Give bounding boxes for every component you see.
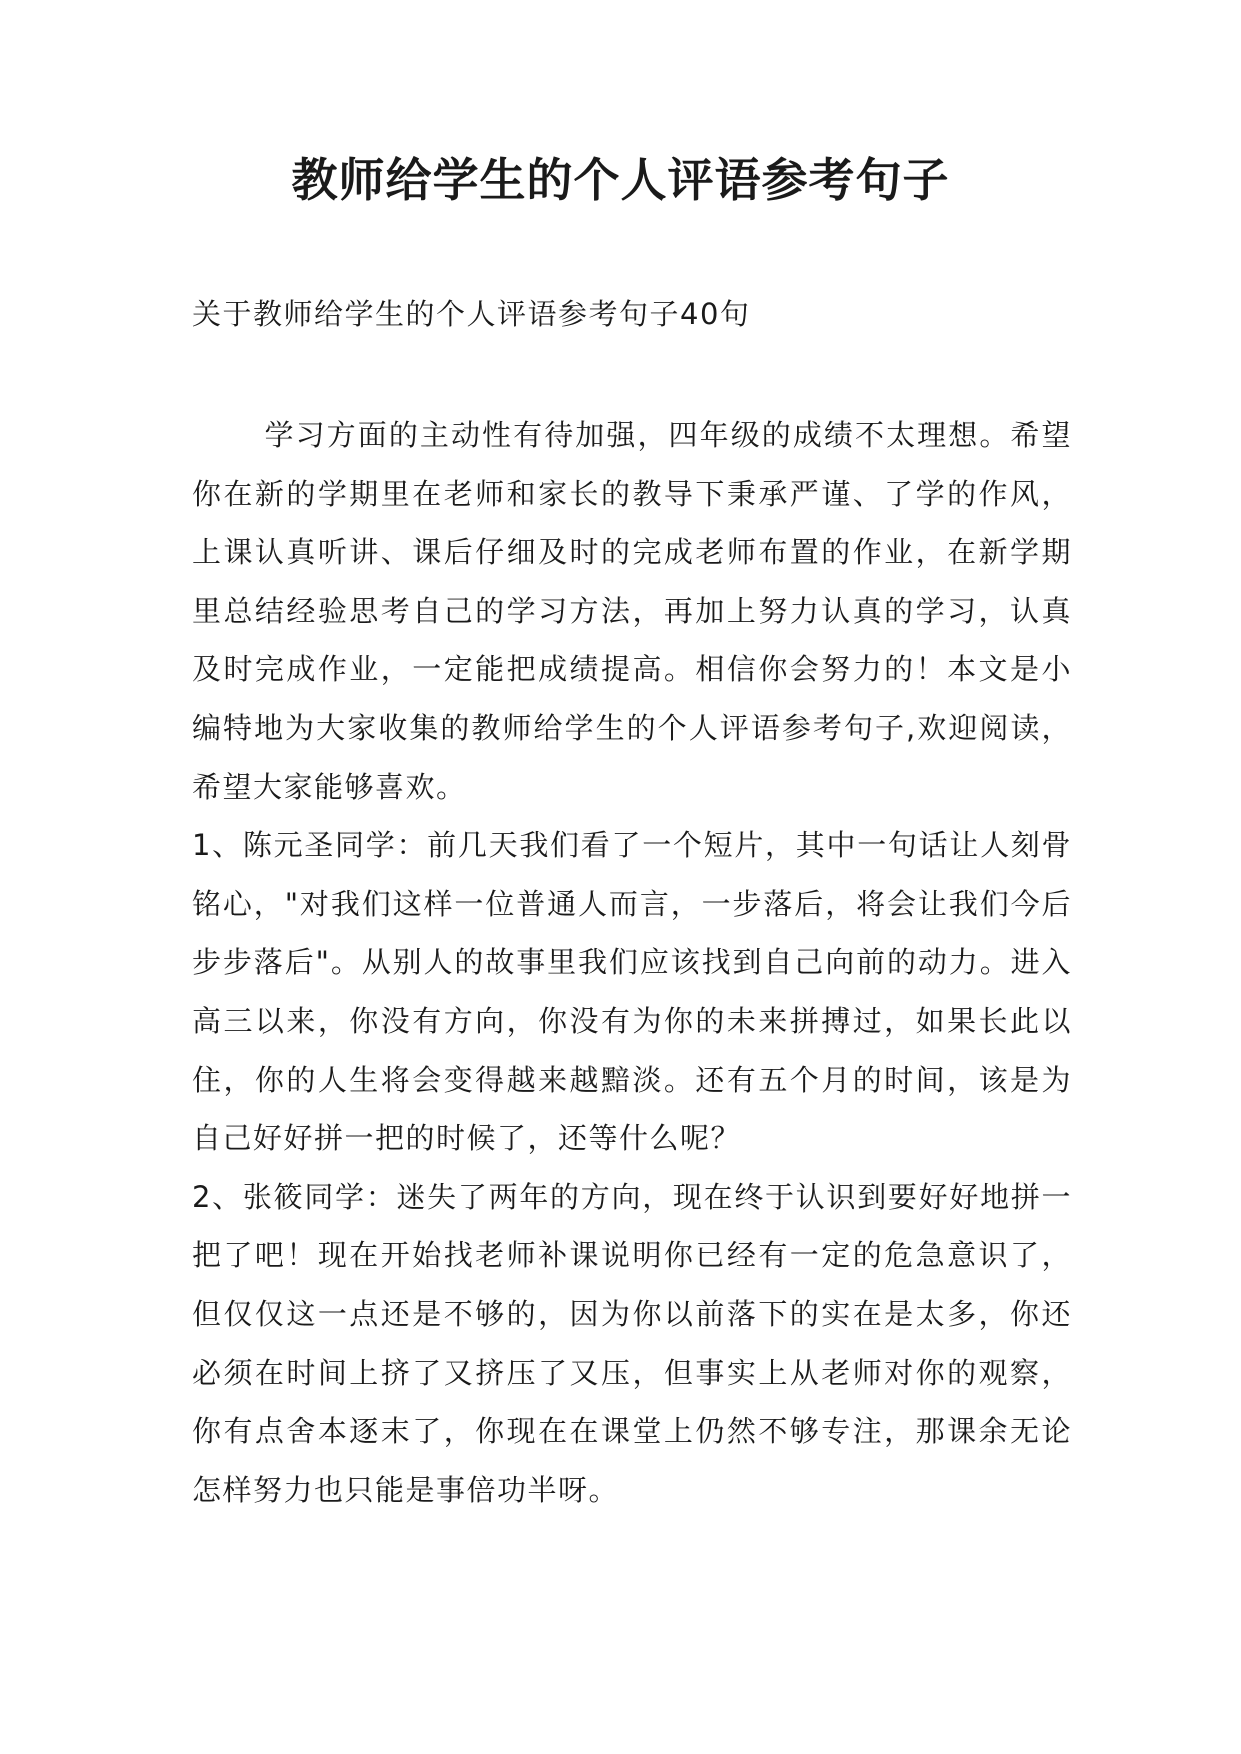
comment-paragraph-2: 2、张筱同学：迷失了两年的方向，现在终于认识到要好好地拼一把了吧！现在开始找老师补课说明你已经有一定的危急意识了，但仅仅这一点还是不够的，因为你以前落下的实在是太多，你还必须在时间上挤了又挤压了又压，但事实上从老师对你的观察，你有点舍本逐末了，你现在在课堂上仍然不够专注，那课余无论怎样努力也只能是事倍功半呀。 [192, 1179, 1072, 1507]
intro-paragraph: 学习方面的主动性有待加强，四年级的成绩不太理想。希望你在新的学期里在老师和家长的教导下秉承严谨、了学的作风，上课认真听讲、课后仔细及时的完成老师布置的作业，在新学期里总结经验思考自己的学习方法，再加上努力认真的学习，认真及时完成作业，一定能把成绩提高。相信你会努力的！本文是小编特地为大家收集的教师给学生的个人评语参考句子,欢迎阅读，希望大家能够喜欢。 [192, 418, 1072, 804]
document-body [192, 406, 1072, 1519]
document-title: 教师给学生的个人评语参考句子 [291, 153, 950, 207]
document-subtitle: 关于教师给学生的个人评语参考句子40句 [192, 297, 751, 331]
comment-paragraph-1: 1、陈元圣同学：前几天我们看了一个短片，其中一句话让人刻骨铭心，"对我们这样一位普通人而言，一步落后，将会让我们今后步步落后"。从别人的故事里我们应该找到自己向前的动力。进入高三以来，你没有方向，你没有为你的未来拼搏过，如果长此以住，你的人生将会变得越来越黯淡。还有五个月的时间，该是为自己好好拼一把的时候了，还等什么呢？ [192, 828, 1072, 1156]
